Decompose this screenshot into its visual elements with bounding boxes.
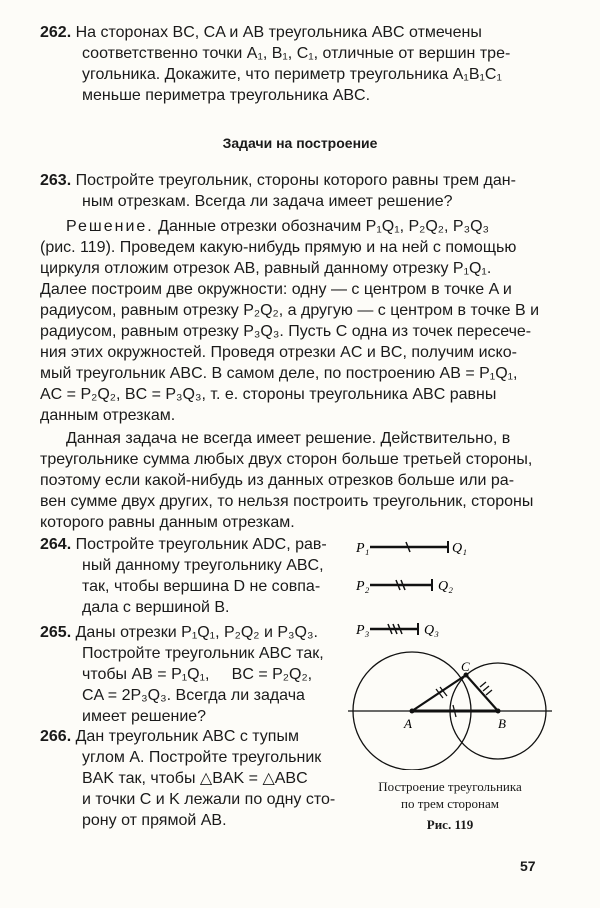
label-q3: Q₃ (424, 623, 439, 638)
problem-number: 263. (40, 172, 72, 189)
segment-p3q3 (355, 623, 439, 638)
problem-263 (40, 170, 540, 212)
construction-drawing (348, 652, 552, 770)
solution-text: (рис. 119). Проведем какую-нибудь прямую и на ней с помощью (40, 239, 517, 256)
problem-266 (40, 726, 340, 831)
problem-text: ным отрезкам. Всегда ли задача имеет решение? (82, 193, 453, 210)
solution-text: Далее построим две окружности: одну — с центром в точке A и (40, 281, 512, 298)
remark-text: которого равны данным отрезкам. (40, 514, 295, 531)
problem-text: Постройте треугольник ADC, рав- (75, 536, 327, 553)
solution-text: мый треугольник ABC. В самом деле, по построению AB = P₁Q₁, (40, 365, 518, 382)
remark-text: поэтому если какой-нибудь из данных отрезков больше или ра- (40, 472, 515, 489)
label-c: C (461, 659, 470, 674)
page-number: 57 (520, 858, 536, 874)
section-heading: Задачи на построение (222, 135, 378, 151)
problem-262 (40, 22, 540, 106)
remark-block (40, 428, 540, 533)
problem-number: 262. (40, 24, 72, 41)
problem-265 (40, 622, 340, 727)
label-p1: P₁ (356, 541, 370, 556)
solution-text: циркуля отложим отрезок AB, равный данному отрезку P₁Q₁. (40, 260, 492, 277)
label-a: A (404, 716, 412, 731)
problem-number: 264. (40, 536, 72, 553)
problem-text: Даны отрезки P₁Q₁, P₂Q₂ и P₃Q₃. (75, 624, 318, 641)
problem-264 (40, 534, 340, 618)
remark-text: вен сумме двух других, то нельзя построить треугольник, стороны (40, 493, 534, 510)
label-q2: Q₂ (438, 579, 453, 594)
label-q1: Q₁ (452, 541, 467, 556)
problem-text: имеет решение? (82, 708, 207, 725)
figure-119 (340, 530, 560, 770)
problem-text: углом A. Постройте треугольник (82, 749, 322, 766)
remark-text: треугольнике сумма любых двух сторон больше третьей стороны, (40, 451, 533, 468)
problem-text: рону от прямой AB. (82, 812, 227, 829)
solution-text: AC = P₂Q₂, BC = P₃Q₃, т. е. стороны треугольника ABC равны (40, 386, 497, 403)
problem-text: Постройте треугольник ABC так, (82, 645, 324, 662)
solution-label: Решение. (66, 218, 154, 235)
label-p3: P₃ (356, 623, 370, 638)
problem-text: и точки C и K лежали по одну сто- (82, 791, 336, 808)
caption-line: по трем сторонам (400, 796, 500, 811)
solution-text: ния этих окружностей. Проведя отрезки AC и BC, получим иско- (40, 344, 517, 361)
segment-p1q1 (355, 541, 467, 556)
caption-line: Построение треугольника (378, 779, 522, 794)
problem-text: соответственно точки A₁, B₁, C₁, отличные от вершин тре- (82, 45, 511, 62)
solution-text: радиусом, равным отрезку P₃Q₃. Пусть C одна из точек пересече- (40, 323, 532, 340)
problem-text: ный данному треугольнику ABC, (82, 557, 324, 574)
problem-text: Дан треугольник ABC с тупым (75, 728, 299, 745)
problem-number: 265. (40, 624, 72, 641)
problem-text: На сторонах BC, CA и AB треугольника ABC отмечены (75, 24, 482, 41)
problem-text: CA = 2P₃Q₃. Всегда ли задача (82, 687, 305, 704)
problem-text: так, чтобы вершина D не совпа- (82, 578, 321, 595)
problem-text: дала с вершиной B. (82, 599, 230, 616)
solution-text: Данные отрезки обозначим P₁Q₁, P₂Q₂, P₃Q₃ (153, 218, 490, 235)
solution-text: данным отрезкам. (40, 407, 176, 424)
problem-text: Постройте треугольник, стороны которого равны трем дан- (75, 172, 516, 189)
problem-text: BAK так, чтобы △BAK = △ABC (82, 770, 308, 787)
segment-p2q2 (355, 579, 453, 594)
solution-text: радиусом, равным отрезку P₂Q₂, а другую — с центром в точке B и (40, 302, 540, 319)
problem-text: чтобы AB = P₁Q₁, BC = P₂Q₂, (82, 666, 313, 683)
solution-block (40, 216, 540, 426)
figure-caption (355, 778, 545, 833)
label-b: B (498, 716, 506, 731)
label-p2: P₂ (356, 579, 370, 594)
problem-text: меньше периметра треугольника ABC. (82, 87, 371, 104)
remark-text: Данная задача не всегда имеет решение. Действительно, в (66, 430, 511, 447)
figure-number: Рис. 119 (426, 817, 474, 832)
problem-number: 266. (40, 728, 72, 745)
problem-text: угольника. Докажите, что периметр треугольника A₁B₁C₁ (82, 66, 502, 83)
